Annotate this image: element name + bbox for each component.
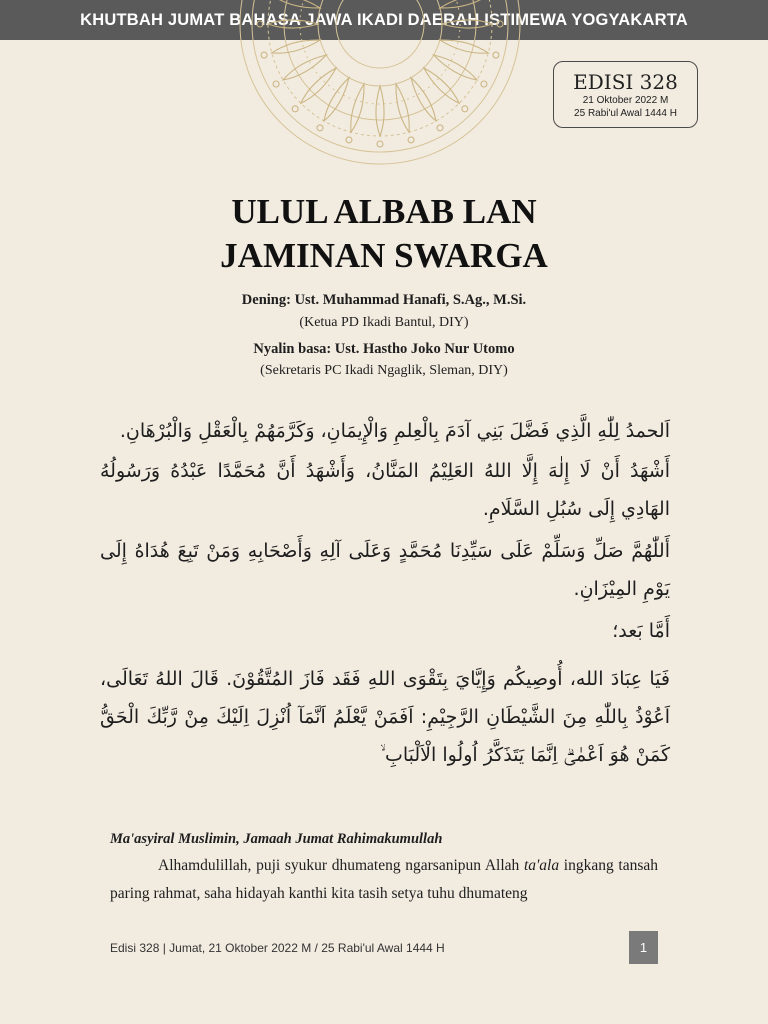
mandala-petal: [272, 40, 320, 53]
mandala-dot: [346, 137, 352, 143]
body-text-start: Alhamdulillah, puji syukur dhumateng ngarsanipun Allah: [158, 857, 524, 874]
mandala-dot: [481, 81, 487, 87]
body-text-end: ingkang tansah paring rahmat, saha hidayah kanthi kita tasih setya tuhu dhumateng: [110, 857, 658, 902]
arabic-syahadat: أَشْهَدُ أَنْ لَا إِلٰهَ إِلَّا اللهُ العَلِيْمُ المَنَّانُ، وَأَشْهَدُ أَنَّ مُحَمَّدًا عَبْدُهُ وَرَسُولُهُ الهَادِي إِلَى سُبُلِ السَّلَامِ.: [100, 460, 670, 520]
edition-badge: [553, 61, 698, 128]
mandala-petal: [351, 84, 364, 132]
mandala-dot: [497, 21, 503, 27]
translator-role: (Sekretaris PC Ikadi Ngaglik, Sleman, DIY): [260, 363, 508, 378]
mandala-petal: [434, 55, 477, 80]
translator-name: Nyalin basa: Ust. Hastho Joko Nur Utomo: [253, 341, 515, 357]
title-line-1: ULUL ALBAB LAN: [231, 192, 537, 231]
mandala-petal: [411, 78, 436, 121]
mandala-dot: [462, 106, 468, 112]
mandala-petal: [272, 0, 320, 8]
body-text-italic: ta'ala: [523, 857, 560, 874]
page-number: 1: [629, 931, 658, 964]
mandala-petal: [440, 0, 488, 8]
mandala-dot: [257, 21, 263, 27]
mandala-dot: [273, 81, 279, 87]
mandala-ornament: [238, 0, 522, 166]
mandala-petal: [376, 86, 384, 136]
edition-number: EDISI 328: [573, 70, 678, 94]
mandala-dot: [261, 52, 267, 58]
mandala-dot: [317, 125, 323, 131]
title-line-2: JAMINAN SWARGA: [220, 236, 548, 275]
arabic-amma-badu: أَمَّا بَعد؛: [612, 620, 670, 642]
arabic-opening-hamdalah: اَلحمدُ لِلّٰهِ الَّذِي فَضَّلَ بَنِي آدَمَ بِالْعِلمِ وَالْإِيمَانِ، وَكَرَّمَهُمْ بِالْعَقْلِ وَالْبُرْهَانِ.: [119, 420, 670, 442]
author-role: (Ketua PD Ikadi Bantul, DIY): [299, 315, 469, 330]
edition-date-hijri: 25 Rabi'ul Awal 1444 H: [574, 108, 677, 119]
mandala-petal: [268, 20, 318, 28]
header-banner: KHUTBAH JUMAT BAHASA JAWA IKADI DAERAH ISTIMEWA YOGYAKARTA: [0, 0, 768, 40]
mandala-petal: [440, 40, 488, 53]
edition-date-gregorian: 21 Oktober 2022 M: [582, 95, 669, 106]
mandala-dot: [408, 137, 414, 143]
mandala-dot: [437, 125, 443, 131]
mandala-petal: [396, 84, 409, 132]
mandala-dot: [292, 106, 298, 112]
salutation: Ma'asyiral Muslimin, Jamaah Jumat Rahimakumullah: [110, 831, 443, 847]
mandala-dot: [493, 52, 499, 58]
mandala-petal: [442, 20, 492, 28]
mandala-petal: [324, 78, 349, 121]
footer-edition-info: Edisi 328 | Jumat, 21 Oktober 2022 M / 25 Rabi'ul Awal 1444 H: [110, 941, 445, 955]
author-name: Dening: Ust. Muhammad Hanafi, S.Ag., M.Si.: [241, 292, 527, 308]
page-title: [0, 190, 768, 278]
mandala-dot: [377, 141, 383, 147]
arabic-wasiat-taqwa: فَيَا عِبَادَ الله، أُوصِيكُم وَإِيَّايَ بِتَقْوَى اللهِ فَقَد فَازَ المُتَّقُوْنَ. قَالَ اللهُ تَعَالَى، اَعُوْذُ بِاللّٰهِ مِنَ الشَّيْطَانِ الرَّجِيْمِ: اَفَمَنْ يَّعْلَمُ اَنَّمَآ اُنْزِلَ اِلَيْكَ مِنْ رَّبِّكَ الْحَقُّ كَمَنْ هُوَ اَعْمٰىۗ اِنَّمَا يَتَذَكَّرُ اُولُوا الْاَلْبَابِ ۙ: [100, 668, 670, 766]
arabic-shalawat: أَللّٰهُمَّ صَلِّ وَسَلِّمْ عَلَى سَيِّدِنَا مُحَمَّدٍ وَعَلَى آلِهِ وَأَصْحَابِهِ وَمَنْ تَبِعَ هُدَاهُ إِلَى يَوْمِ المِيْزَانِ.: [100, 540, 670, 600]
body-paragraph: [110, 852, 658, 908]
